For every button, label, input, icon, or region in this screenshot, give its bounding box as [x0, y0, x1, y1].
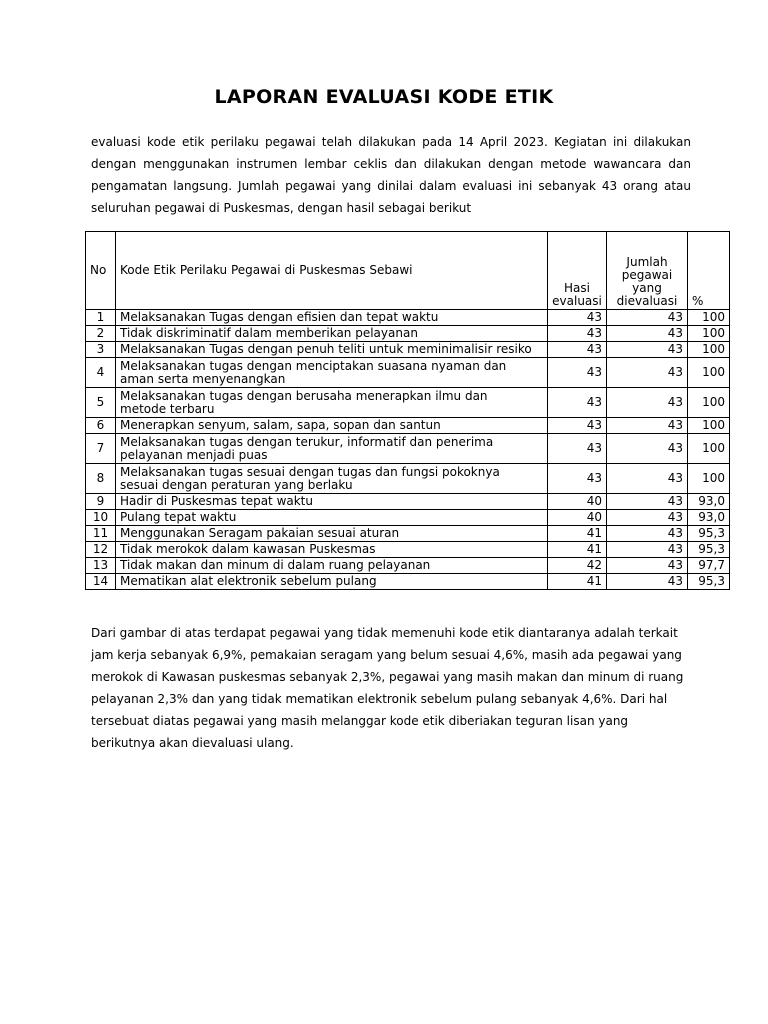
- header-kode-etik: Kode Etik Perilaku Pegawai di Puskesmas Sebawi: [116, 232, 548, 310]
- row-jumlah: 43: [607, 388, 688, 418]
- table-row: [86, 418, 730, 434]
- row-jumlah: 43: [607, 464, 688, 494]
- row-kode: [116, 358, 548, 388]
- row-jumlah: 43: [607, 310, 688, 326]
- row-hasil: 43: [548, 464, 607, 494]
- row-hasil: 43: [548, 388, 607, 418]
- row-percent: 95,3: [688, 526, 730, 542]
- row-no: 8: [86, 464, 116, 494]
- row-percent: 93,0: [688, 510, 730, 526]
- row-percent: 100: [688, 388, 730, 418]
- row-kode: Tidak merokok dalam kawasan Puskesmas: [116, 542, 548, 558]
- row-hasil: 43: [548, 326, 607, 342]
- row-jumlah: 43: [607, 358, 688, 388]
- row-kode-line-1: Melaksanakan tugas sesuai dengan tugas dan fungsi pokoknya: [120, 464, 500, 479]
- row-percent: 100: [688, 358, 730, 388]
- row-hasil: 43: [548, 434, 607, 464]
- row-jumlah: 43: [607, 542, 688, 558]
- row-jumlah: 43: [607, 574, 688, 590]
- table-header-row: [86, 232, 730, 310]
- row-kode: Hadir di Puskesmas tepat waktu: [116, 494, 548, 510]
- table-row: [86, 342, 730, 358]
- row-kode: Menggunakan Seragam pakaian sesuai aturan: [116, 526, 548, 542]
- row-hasil: 41: [548, 574, 607, 590]
- row-jumlah: 43: [607, 558, 688, 574]
- row-kode-line-2: aman serta menyenangkan: [120, 371, 286, 386]
- header-jumlah-line-4: dievaluasi: [616, 294, 678, 308]
- header-jumlah-line-2: pegawai: [621, 268, 673, 282]
- row-hasil: 43: [548, 418, 607, 434]
- row-hasil: 40: [548, 494, 607, 510]
- table-row: [86, 574, 730, 590]
- row-kode: [116, 388, 548, 418]
- row-jumlah: 43: [607, 434, 688, 464]
- row-percent: 100: [688, 342, 730, 358]
- header-jumlah-pegawai: [607, 232, 688, 310]
- row-no: 12: [86, 542, 116, 558]
- row-jumlah: 43: [607, 326, 688, 342]
- header-jumlah-line-1: Jumlah: [626, 255, 668, 269]
- row-kode: [116, 434, 548, 464]
- row-jumlah: 43: [607, 494, 688, 510]
- row-kode: Tidak diskriminatif dalam memberikan pelayanan: [116, 326, 548, 342]
- row-percent: 95,3: [688, 574, 730, 590]
- row-percent: 100: [688, 434, 730, 464]
- row-no: 4: [86, 358, 116, 388]
- row-hasil: 41: [548, 526, 607, 542]
- row-percent: 93,0: [688, 494, 730, 510]
- row-no: 5: [86, 388, 116, 418]
- header-hasil-evaluasi: [548, 232, 607, 310]
- table-row: [86, 358, 730, 388]
- row-kode: Mematikan alat elektronik sebelum pulang: [116, 574, 548, 590]
- table-row: [86, 510, 730, 526]
- table-row: [86, 388, 730, 418]
- row-percent: 95,3: [688, 542, 730, 558]
- row-kode: Menerapkan senyum, salam, sapa, sopan dan santun: [116, 418, 548, 434]
- table-row: [86, 494, 730, 510]
- row-no: 7: [86, 434, 116, 464]
- conclusion-paragraph: Dari gambar di atas terdapat pegawai yang tidak memenuhi kode etik diantaranya adalah terkait jam kerja sebanyak 6,9%, pemakaian seragam yang belum sesuai 4,6%, masih ada pegawai yang merokok di Kawasan puskesmas sebanyak 2,3%, pegawai yang masih makan dan minum di ruang pelayanan 2,3% dan yang tidak mematikan elektronik sebelum pulang sebanyak 4,6%. Dari hal tersebuat diatas pegawai yang masih melanggar kode etik diberiakan teguran lisan yang berikutnya akan dievaluasi ulang.: [91, 626, 684, 750]
- row-no: 10: [86, 510, 116, 526]
- report-title: LAPORAN EVALUASI KODE ETIK: [214, 86, 554, 108]
- row-percent: 100: [688, 464, 730, 494]
- row-hasil: 43: [548, 310, 607, 326]
- row-percent: 100: [688, 310, 730, 326]
- table-row: [86, 310, 730, 326]
- evaluation-table: [85, 231, 730, 590]
- row-hasil: 41: [548, 542, 607, 558]
- row-kode: Pulang tepat waktu: [116, 510, 548, 526]
- header-hasil-line-2: evaluasi: [552, 294, 602, 308]
- table-row: [86, 326, 730, 342]
- table-row: [86, 542, 730, 558]
- row-no: 2: [86, 326, 116, 342]
- header-no: No: [86, 232, 116, 310]
- row-kode: Melaksanakan Tugas dengan efisien dan tepat waktu: [116, 310, 548, 326]
- row-percent: 100: [688, 418, 730, 434]
- row-jumlah: 43: [607, 526, 688, 542]
- table-row: [86, 558, 730, 574]
- row-no: 11: [86, 526, 116, 542]
- table-row: [86, 526, 730, 542]
- header-hasil-line-1: Hasi: [564, 281, 590, 295]
- row-no: 3: [86, 342, 116, 358]
- row-hasil: 42: [548, 558, 607, 574]
- row-kode-line-1: Melaksanakan tugas dengan terukur, informatif dan penerima: [120, 434, 494, 449]
- row-kode-line-2: sesuai dengan peraturan yang berlaku: [120, 477, 353, 492]
- row-kode-line-1: Melaksanakan tugas dengan berusaha menerapkan ilmu dan: [120, 388, 488, 403]
- row-hasil: 43: [548, 358, 607, 388]
- row-hasil: 43: [548, 342, 607, 358]
- row-kode-line-1: Melaksanakan tugas dengan menciptakan suasana nyaman dan: [120, 358, 507, 373]
- row-hasil: 40: [548, 510, 607, 526]
- row-jumlah: 43: [607, 418, 688, 434]
- row-kode-line-2: pelayanan menjadi puas: [120, 447, 268, 462]
- row-no: 9: [86, 494, 116, 510]
- table-row: [86, 464, 730, 494]
- row-no: 1: [86, 310, 116, 326]
- row-kode: [116, 464, 548, 494]
- row-no: 14: [86, 574, 116, 590]
- row-jumlah: 43: [607, 342, 688, 358]
- row-kode: Melaksanakan Tugas dengan penuh teliti untuk meminimalisir resiko: [116, 342, 548, 358]
- row-percent: 97,7: [688, 558, 730, 574]
- row-percent: 100: [688, 326, 730, 342]
- table-row: [86, 434, 730, 464]
- row-kode: Tidak makan dan minum di dalam ruang pelayanan: [116, 558, 548, 574]
- header-percent: %: [688, 232, 730, 310]
- row-no: 13: [86, 558, 116, 574]
- row-no: 6: [86, 418, 116, 434]
- header-jumlah-line-3: yang: [632, 281, 662, 295]
- intro-paragraph: evaluasi kode etik perilaku pegawai telah dilakukan pada 14 April 2023. Kegiatan ini dilakukan dengan menggunakan instrumen lembar ceklis dan dilakukan dengan metode wawancara dan pengamatan langsung. Jumlah pegawai yang dinilai dalam evaluasi ini sebanyak 43 orang atau seluruhan pegawai di Puskesmas, dengan hasil sebagai berikut: [91, 135, 691, 215]
- row-jumlah: 43: [607, 510, 688, 526]
- row-kode-line-2: metode terbaru: [120, 401, 215, 416]
